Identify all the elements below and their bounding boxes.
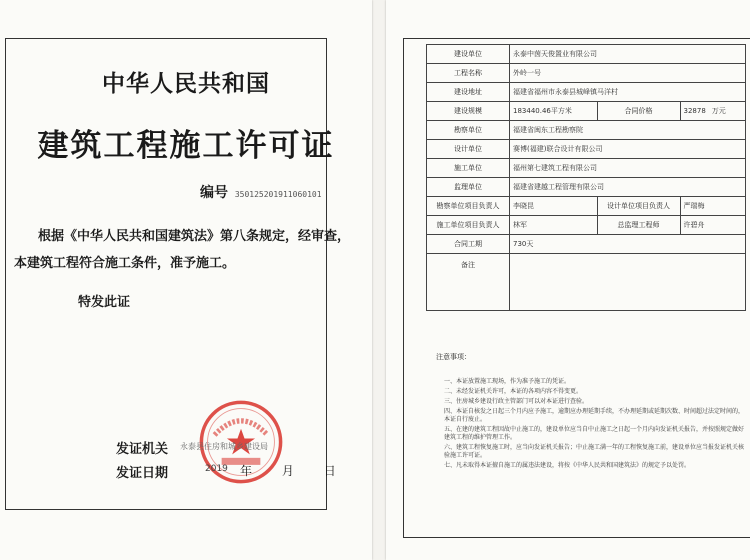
row-value: 永泰中茵天俊置业有限公司: [510, 45, 746, 64]
row-value: 赛博(福建)联合设计有限公司: [510, 140, 746, 159]
project-info-table: [426, 44, 746, 311]
special-issue-text: 特发此证: [78, 295, 131, 310]
row-label: 合同工期: [427, 235, 510, 254]
row-label: 建设规模: [427, 102, 510, 121]
table-row: [427, 102, 746, 121]
row-value: [510, 254, 746, 311]
note-item: 二、未经发证机关许可，本证的各项内容不得变更。: [444, 388, 583, 395]
row-value: 李晓昆: [510, 197, 598, 216]
row-label: 设计单位: [427, 140, 510, 159]
number-label: 编号: [200, 185, 228, 201]
note-item: 三、住房城乡建设行政主管部门可以对本证进行查验。: [444, 398, 589, 405]
number-value: 350125201911060101: [234, 190, 322, 199]
day-unit: 日: [323, 464, 336, 478]
issuer-value: 永泰县住房和城乡建设局: [180, 442, 268, 451]
note-item: 六、建筑工程恢复施工时，应当向发证机关报告；中止施工满一年的工程恢复施工前，建设单位应当报发证机关核验施工许可证。: [444, 444, 745, 459]
certificate-front-page: [0, 0, 372, 560]
year-unit: 年: [240, 464, 253, 478]
row-value: 福建省建越工程管理有限公司: [510, 178, 746, 197]
row-value: 外岭一号: [510, 64, 746, 83]
approval-text-line-1: 根据《中华人民共和国建筑法》第八条规定，经审查，: [38, 229, 351, 244]
note-item: 五、在建的建筑工程因故中止施工的，建设单位应当自中止施工之日起一个月内向发证机关报告，并按照规定做好建筑工程的维护管理工作。: [444, 426, 745, 441]
row-value: 730天: [510, 235, 746, 254]
row-label: 建设单位: [427, 45, 510, 64]
contract-price-value: 32878: [683, 107, 706, 115]
row-value-secondary: 严瑞梅: [680, 197, 746, 216]
table-row: [427, 121, 746, 140]
table-row: [427, 178, 746, 197]
row-label: 勘察单位项目负责人: [427, 197, 510, 216]
table-row: [427, 45, 746, 64]
issuer-label: 发证机关: [116, 442, 169, 457]
table-row: [427, 159, 746, 178]
certificate-title: 建筑工程施工许可证: [37, 128, 335, 164]
row-value-secondary: 许碧舟: [680, 216, 746, 235]
certificate-number: [200, 182, 322, 202]
table-row: [427, 254, 746, 311]
certificate-back-page: [386, 0, 750, 560]
approval-text-line-2: 本建筑工程符合施工条件，准予施工。: [14, 256, 236, 271]
table-row: [427, 140, 746, 159]
row-label: 工程名称: [427, 64, 510, 83]
note-item: 七、凡未取得本证擅自施工的属违法建设，将按《中华人民共和国建筑法》的规定予以处罚。: [444, 462, 691, 469]
row-value: 林军: [510, 216, 598, 235]
issue-date-year: 2019: [205, 464, 228, 474]
note-item: 一、本证放置施工现场，作为准予施工的凭证。: [444, 378, 571, 385]
table-row: [427, 216, 746, 235]
country-name: 中华人民共和国: [102, 70, 270, 97]
row-value: 福建省福州市永泰县城峰镇马洋村: [510, 83, 746, 102]
row-label: 备注: [427, 254, 510, 311]
row-label: 施工单位项目负责人: [427, 216, 510, 235]
month-unit: 月: [281, 464, 294, 478]
contract-price-unit: 万元: [711, 107, 726, 115]
row-label: 建设地址: [427, 83, 510, 102]
notes-list: [444, 378, 744, 472]
row-label: 施工单位: [427, 159, 510, 178]
row-label: 监理单位: [427, 178, 510, 197]
issue-date-units: [240, 462, 362, 479]
table-row: [427, 83, 746, 102]
row-label: 勘察单位: [427, 121, 510, 140]
table-row: [427, 64, 746, 83]
row-label-secondary: 设计单位项目负责人: [597, 197, 680, 216]
row-value: 福建省闽东工程勘察院: [510, 121, 746, 140]
table-row: [427, 235, 746, 254]
row-value: 福州第七建筑工程有限公司: [510, 159, 746, 178]
row-value-secondary: [680, 102, 746, 121]
row-value: 183440.46平方米: [510, 102, 598, 121]
table-row: [427, 197, 746, 216]
note-item: 四、本证自核发之日起三个月内应予施工，逾期应办理延期手续，不办理延期或延期次数、时间超过法定时间的，本证自行废止。: [444, 408, 745, 423]
row-label-secondary: 总监理工程师: [597, 216, 680, 235]
row-label-secondary: 合同价格: [597, 102, 680, 121]
notes-title: 注意事项：: [436, 353, 471, 361]
issue-date-label: 发证日期: [116, 466, 169, 481]
